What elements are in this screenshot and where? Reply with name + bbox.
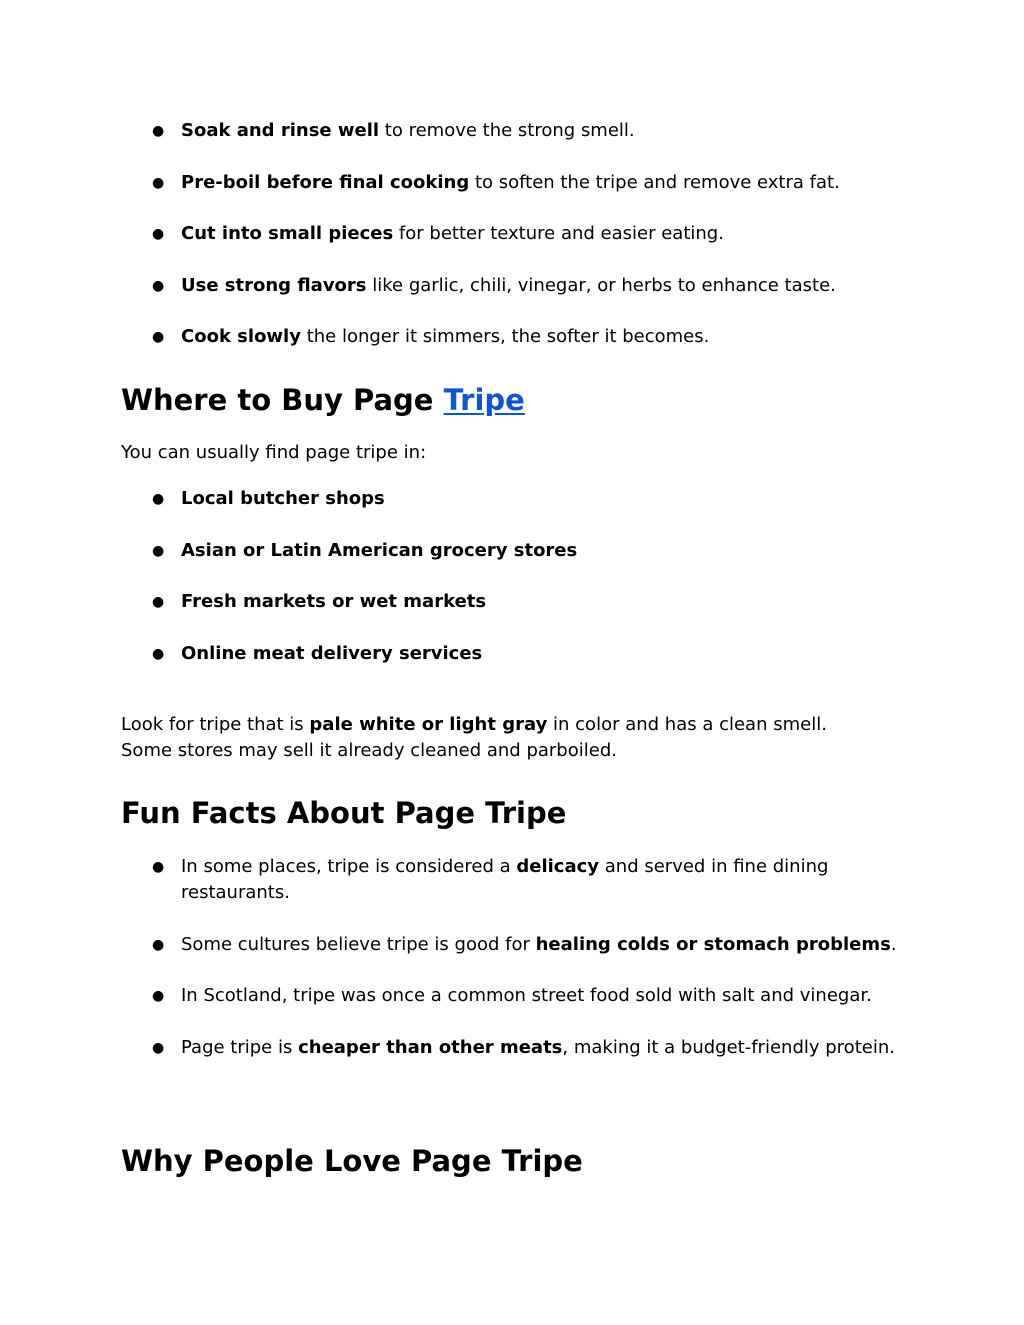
fact-text: , making it a budget-friendly protein. bbox=[562, 1036, 895, 1058]
shop-name: Local butcher shops bbox=[181, 488, 385, 509]
shop-name: Online meat delivery services bbox=[181, 642, 483, 664]
tip-text: the longer it simmers, the softer it becomes. bbox=[300, 326, 710, 347]
list-item bbox=[152, 170, 912, 196]
list-item bbox=[152, 538, 912, 564]
fact-text: In Scotland, tripe was once a common street food sold with salt and vinegar. bbox=[181, 985, 872, 1006]
tripe-link[interactable]: Tripe bbox=[443, 383, 525, 417]
list-item bbox=[152, 221, 912, 247]
bullet-icon: ● bbox=[152, 277, 165, 294]
list-item bbox=[152, 932, 902, 958]
list-item bbox=[152, 589, 912, 615]
heading-text: Where to Buy Page bbox=[121, 383, 444, 417]
list-item bbox=[152, 1035, 902, 1061]
fact-bold: delicacy bbox=[516, 856, 600, 877]
list-item bbox=[152, 983, 902, 1009]
cooking-tips-list bbox=[152, 118, 912, 376]
list-item bbox=[152, 273, 912, 299]
bullet-icon: ● bbox=[152, 542, 165, 559]
bullet-icon: ● bbox=[152, 988, 165, 1004]
why-love-heading: Why People Love Page Tripe bbox=[121, 1144, 583, 1178]
fun-facts-list bbox=[152, 854, 902, 1086]
where-to-buy-heading bbox=[121, 382, 525, 418]
bullet-icon: ● bbox=[152, 226, 165, 242]
tip-bold: Pre-boil before final cooking bbox=[181, 171, 470, 193]
bullet-icon: ● bbox=[152, 936, 165, 953]
tip-bold: Soak and rinse well bbox=[181, 120, 380, 141]
bullet-icon: ● bbox=[152, 594, 165, 610]
where-to-buy-intro: You can usually find page tripe in: bbox=[121, 442, 427, 463]
tip-text: like garlic, chili, vinegar, or herbs to enhance taste. bbox=[366, 274, 836, 296]
bullet-icon: ● bbox=[152, 123, 165, 139]
list-item bbox=[152, 118, 912, 144]
fact-text: . bbox=[890, 933, 897, 955]
fact-text: Some cultures believe tripe is good for bbox=[181, 933, 536, 955]
fact-text: In some places, tripe is considered a bbox=[181, 856, 517, 877]
tip-text: to soften the tripe and remove extra fat. bbox=[469, 171, 840, 193]
look-for-line2: Some stores may sell it already cleaned and parboiled. bbox=[121, 740, 617, 761]
bullet-icon: ● bbox=[152, 859, 165, 875]
shop-name: Asian or Latin American grocery stores bbox=[181, 539, 578, 561]
look-for-paragraph bbox=[121, 712, 901, 764]
shop-name: Fresh markets or wet markets bbox=[181, 591, 487, 612]
tip-text: for better texture and easier eating. bbox=[393, 223, 724, 244]
bullet-icon: ● bbox=[152, 491, 165, 507]
look-for-text: in color and has a clean smell. bbox=[547, 714, 827, 735]
fact-text: Page tripe is bbox=[181, 1036, 299, 1058]
list-item bbox=[152, 641, 912, 667]
bullet-icon: ● bbox=[152, 329, 165, 345]
bullet-icon: ● bbox=[152, 174, 165, 191]
list-item bbox=[152, 854, 902, 906]
look-for-bold: pale white or light gray bbox=[309, 714, 548, 735]
tip-bold: Cook slowly bbox=[181, 326, 301, 347]
fun-facts-heading: Fun Facts About Page Tripe bbox=[121, 796, 567, 830]
where-to-buy-list bbox=[152, 486, 912, 692]
bullet-icon: ● bbox=[152, 1039, 165, 1056]
tip-bold: Use strong flavors bbox=[181, 274, 367, 296]
fact-text: and served in fine dining restaurants. bbox=[181, 856, 829, 903]
fact-bold: cheaper than other meats bbox=[298, 1036, 563, 1058]
look-for-text: Look for tripe that is bbox=[121, 714, 310, 735]
tip-bold: Cut into small pieces bbox=[181, 223, 394, 244]
tip-text: to remove the strong smell. bbox=[379, 120, 635, 141]
bullet-icon: ● bbox=[152, 645, 165, 662]
fact-bold: healing colds or stomach problems bbox=[535, 933, 891, 955]
list-item bbox=[152, 486, 912, 512]
list-item bbox=[152, 324, 912, 350]
